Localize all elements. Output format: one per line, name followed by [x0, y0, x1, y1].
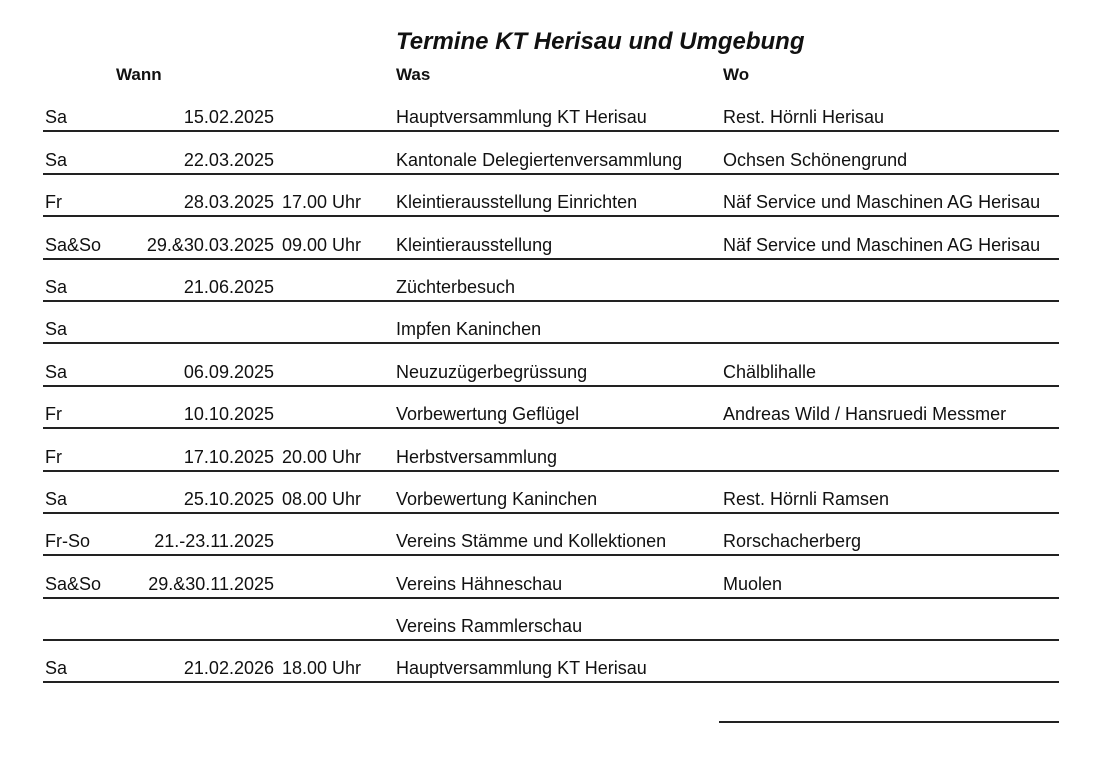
event-table	[0, 97, 1110, 690]
row-time: 08.00 Uhr	[282, 488, 362, 509]
row-location: Näf Service und Maschinen AG Herisau	[723, 234, 1041, 255]
table-row	[0, 606, 1110, 648]
row-date: 29.&30.03.2025	[146, 234, 274, 255]
table-row	[0, 309, 1110, 351]
row-location: Rorschacherberg	[723, 531, 862, 552]
row-date: 21.02.2026	[183, 658, 274, 679]
row-event: Herbstversammlung	[396, 446, 558, 467]
row-event: Neuzuzügerbegrüssung	[396, 361, 588, 382]
table-row	[0, 224, 1110, 266]
row-divider	[43, 470, 1059, 472]
row-location: Muolen	[723, 573, 783, 594]
row-divider	[43, 512, 1059, 514]
column-header-was: Was	[396, 65, 431, 84]
row-date: 17.10.2025	[183, 446, 274, 467]
row-event: Kleintierausstellung Einrichten	[396, 192, 638, 213]
row-location: Ochsen Schönengrund	[723, 149, 908, 170]
row-location: Chälblihalle	[723, 361, 817, 382]
trailing-divider	[719, 721, 1059, 723]
row-time: 17.00 Uhr	[282, 192, 362, 213]
row-divider	[43, 130, 1059, 132]
row-date: 29.&30.11.2025	[148, 573, 274, 594]
row-date: 10.10.2025	[183, 404, 274, 425]
row-time: 20.00 Uhr	[282, 446, 362, 467]
table-row	[0, 97, 1110, 139]
row-day: Sa	[45, 658, 68, 679]
row-event: Hauptversammlung KT Herisau	[396, 658, 647, 679]
row-event: Kantonale Delegiertenversammlung	[396, 149, 683, 170]
row-location: Rest. Hörnli Herisau	[723, 107, 885, 128]
row-divider	[43, 258, 1059, 260]
row-divider	[43, 173, 1059, 175]
row-divider	[43, 342, 1059, 344]
row-day: Fr	[45, 404, 62, 425]
row-day: Sa	[45, 107, 68, 128]
table-row	[0, 182, 1110, 224]
row-day: Sa	[45, 361, 68, 382]
row-event: Vereins Stämme und Kollektionen	[396, 531, 667, 552]
row-day: Sa	[45, 488, 68, 509]
row-divider	[43, 300, 1059, 302]
row-divider	[43, 681, 1059, 683]
row-divider	[43, 385, 1059, 387]
row-event: Impfen Kaninchen	[396, 319, 542, 340]
table-row	[0, 436, 1110, 478]
row-event: Vereins Rammlerschau	[396, 616, 583, 637]
table-row	[0, 521, 1110, 563]
row-date: 21.-23.11.2025	[154, 531, 274, 552]
row-time: 18.00 Uhr	[282, 658, 362, 679]
row-location: Andreas Wild / Hansruedi Messmer	[723, 404, 1007, 425]
table-row	[0, 648, 1110, 690]
row-event: Vereins Hähneschau	[396, 573, 563, 594]
row-event: Hauptversammlung KT Herisau	[396, 107, 647, 128]
row-event: Züchterbesuch	[396, 276, 516, 297]
table-row	[0, 351, 1110, 393]
row-date: 25.10.2025	[183, 488, 274, 509]
row-date: 21.06.2025	[183, 276, 274, 297]
row-day: Fr	[45, 192, 62, 213]
row-date: 28.03.2025	[183, 192, 274, 213]
row-location: Näf Service und Maschinen AG Herisau	[723, 192, 1041, 213]
row-time: 09.00 Uhr	[282, 234, 362, 255]
table-row	[0, 479, 1110, 521]
row-divider	[43, 215, 1059, 217]
row-date: 15.02.2025	[183, 107, 274, 128]
row-divider	[43, 554, 1059, 556]
row-divider	[43, 597, 1059, 599]
row-day: Sa	[45, 149, 68, 170]
row-event: Kleintierausstellung	[396, 234, 553, 255]
column-header-wo: Wo	[723, 65, 750, 84]
column-header-wann: Wann	[116, 65, 162, 84]
table-row	[0, 267, 1110, 309]
row-day: Sa	[45, 276, 68, 297]
row-day: Sa&So	[45, 234, 102, 255]
row-divider	[43, 427, 1059, 429]
table-row	[0, 139, 1110, 181]
row-date: 22.03.2025	[183, 149, 274, 170]
table-row	[0, 394, 1110, 436]
row-day: Sa&So	[45, 573, 102, 594]
row-divider	[43, 639, 1059, 641]
row-event: Vorbewertung Geflügel	[396, 404, 580, 425]
row-location: Rest. Hörnli Ramsen	[723, 488, 890, 509]
table-row	[0, 563, 1110, 605]
row-date: 06.09.2025	[183, 361, 274, 382]
row-event: Vorbewertung Kaninchen	[396, 488, 598, 509]
page-title: Termine KT Herisau und Umgebung	[396, 28, 805, 55]
row-day: Fr-So	[45, 531, 90, 552]
row-day: Sa	[45, 319, 68, 340]
row-day: Fr	[45, 446, 62, 467]
